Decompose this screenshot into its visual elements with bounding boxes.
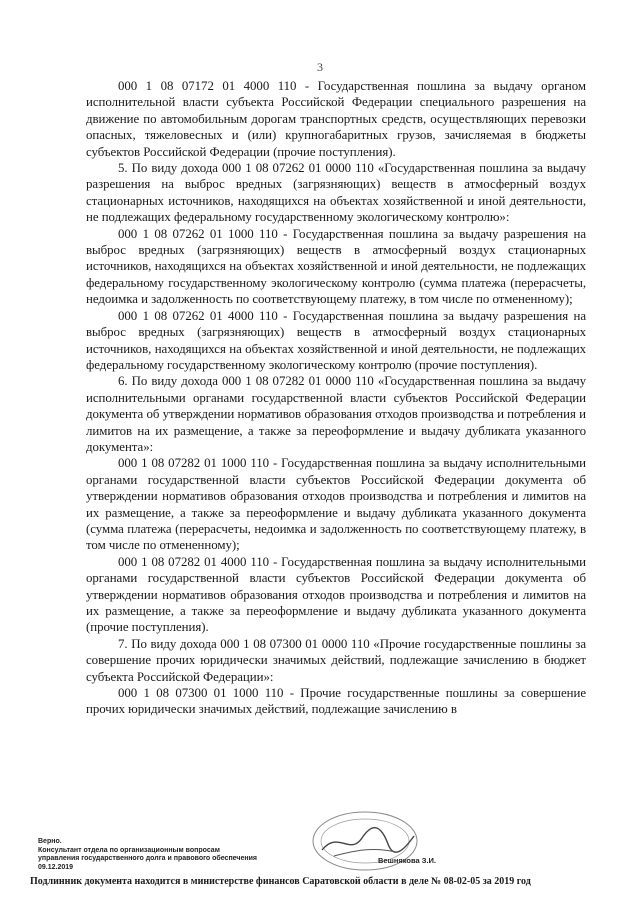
paragraph: 5. По виду дохода 000 1 08 07262 01 0000 110 «Государственная пошлина за выдачу разрешения на выброс вредных (загрязняющих) веществ в атмосферный воздух стационарных источников, находящихся на объектах хозяйственной и иной деятельности, не подлежащих федеральному государственному экологическому контролю»:: [86, 161, 586, 225]
signatory-name: Вешнякова З.И.: [378, 856, 437, 865]
certification-block: [38, 838, 278, 872]
paragraph: 000 1 08 07282 01 4000 110 - Государственная пошлина за выдачу исполнительными органами государственной власти субъектов Российской Федерации документа об утверждении нормативов образования отходов производства и потребления и лимитов на их размещение, а также за переоформление и выдачу дубликата указанного документа (прочие поступления).: [86, 554, 586, 635]
certification-date: 09.12.2019: [38, 863, 74, 871]
original-location-note: Подлинник документа находится в министерстве финансов Саратовской области в деле № 08-02-05 за 2019 год: [30, 876, 531, 887]
paragraph: 7. По виду дохода 000 1 08 07300 01 0000 110 «Прочие государственные пошлины за совершение прочих юридически значимых действий, подлежащие зачислению в бюджет субъекта Российской Федерации»:: [86, 636, 586, 684]
page-number: 3: [317, 60, 323, 74]
paragraph: 6. По виду дохода 000 1 08 07282 01 0000 110 «Государственная пошлина за выдачу исполнительными органами государственной власти субъектов Российской Федерации документа об утверждении нормативов образования отходов производства и потребления и лимитов на их размещение, а также за переоформление и выдачу дубликата указанного документа»:: [86, 374, 586, 454]
paragraph: 000 1 08 07172 01 4000 110 - Государственная пошлина за выдачу органом исполнительной власти субъекта Российской Федерации специального разрешения на движение по автомобильным дорогам транспортных средств, осуществляющих перевозки опасных, тяжеловесных и (или) крупногабаритных грузов, зачисляемая в бюджеты субъектов Российской Федерации (прочие поступления).: [86, 79, 586, 159]
position-line: управления государственного долга и правового обеспечения: [38, 855, 257, 863]
verified-label: Верно.: [38, 838, 62, 845]
document-body: [86, 78, 586, 718]
paragraph: 000 1 08 07262 01 1000 110 - Государственная пошлина за выдачу разрешения на выброс вредных (загрязняющих) веществ в атмосферный воздух стационарных источников, находящихся на объектах хозяйственной и иной деятельности, не подлежащих федеральному государственному экологическому контролю (сумма платежа (перерасчеты, недоимка и задолженность по соответствующему платежу, в том числе по отмененному);: [86, 226, 586, 307]
paragraph: 000 1 08 07300 01 1000 110 - Прочие государственные пошлины за совершение прочих юридически значимых действий, подлежащие зачислению в: [86, 686, 586, 717]
position-line: Консультант отдела по организационным вопросам: [38, 846, 220, 854]
paragraph: 000 1 08 07262 01 4000 110 - Государственная пошлина за выдачу разрешения на выброс вредных (загрязняющих) веществ в атмосферный воздух стационарных источников, находящихся на объектах хозяйственной и иной деятельности, не подлежащих федеральному государственному экологическому контролю (прочие поступления).: [86, 308, 586, 372]
paragraph: 000 1 08 07282 01 1000 110 - Государственная пошлина за выдачу исполнительными органами государственной власти субъектов Российской Федерации документа об утверждении нормативов образования отходов производства и потребления и лимитов на их размещение, а также за переоформление и выдачу дубликата указанного документа (сумма платежа (перерасчеты, недоимка и задолженность по соответствующему платежу, в том числе по отмененному);: [86, 456, 586, 553]
signature-stamp: [300, 806, 430, 876]
